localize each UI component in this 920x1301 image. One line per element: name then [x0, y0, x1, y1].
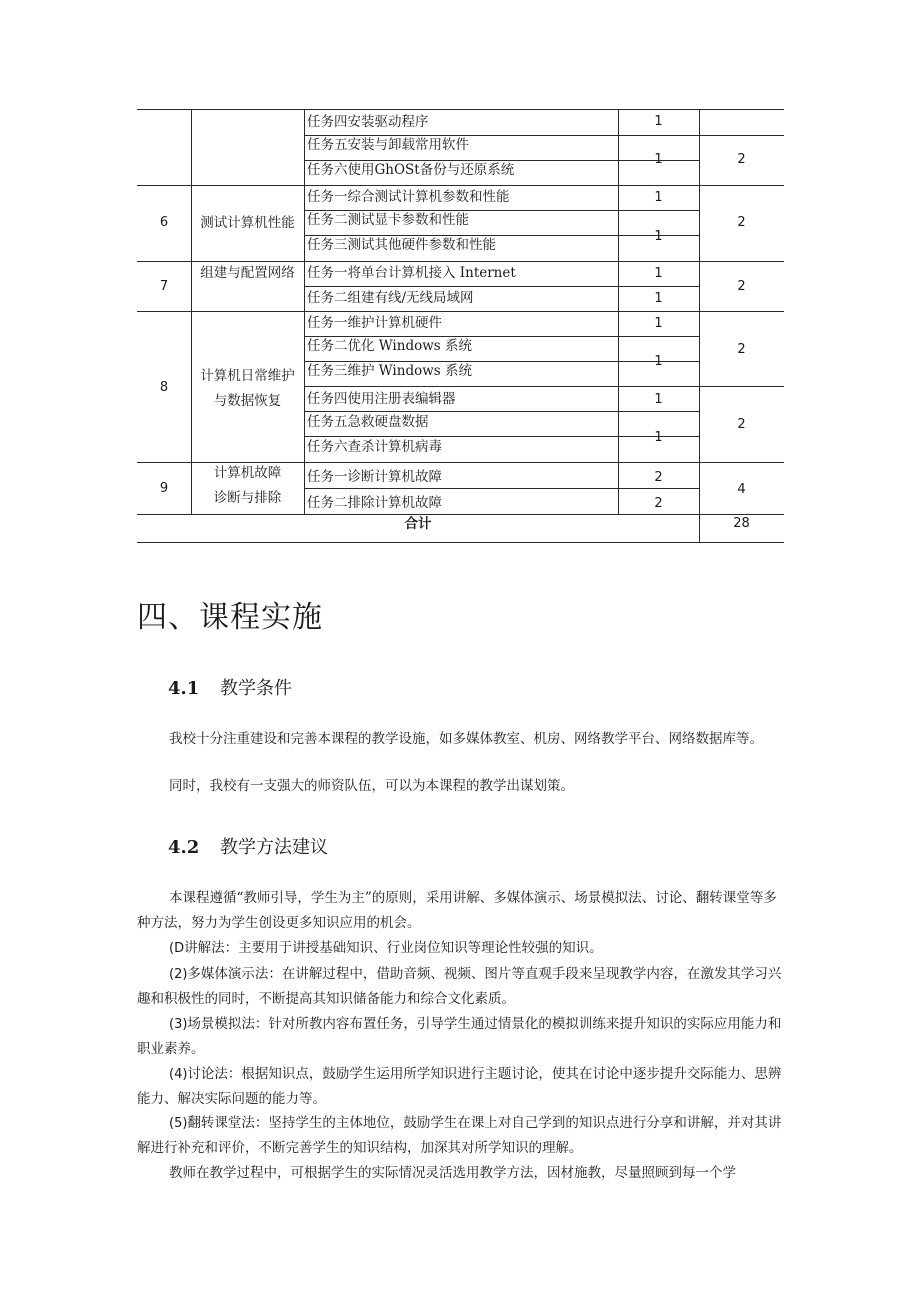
method-number: (5)	[169, 1116, 188, 1131]
paragraph	[137, 1161, 787, 1186]
method-number: (4)	[169, 1067, 188, 1082]
task-cell: 任务二优化 Windows 系统	[307, 338, 472, 354]
method-text: 讨论法：根据知识点，鼓励学生运用所学知识进行主题讨论，使其在讨论中逐步提升交际能力、思辨能力、解决实际问题的能力等。	[137, 1066, 782, 1107]
task-cell: 任务六查杀计算机病毒	[307, 439, 442, 455]
paragraph	[137, 727, 787, 752]
index-cell: 8	[159, 380, 169, 395]
task-cell: 任务一综合测试计算机参数和性能	[307, 189, 510, 205]
paragraph-text: 同时，我校有一支强大的师资队伍，可以为本课程的教学出谋划策。	[169, 778, 574, 794]
task-cell: 任务五安装与卸载常用软件	[307, 137, 469, 153]
method-item	[137, 1062, 787, 1112]
hours-cell: 2	[654, 496, 663, 511]
module-cell: 与数据恢复	[213, 393, 282, 409]
subsection-number: 4.2	[168, 837, 200, 858]
hours-cell: 1	[654, 316, 663, 331]
method-item	[137, 1012, 787, 1062]
index-cell: 9	[159, 481, 169, 496]
task-cell: 任务四使用注册表编辑器	[307, 391, 456, 407]
hours-cell: 1	[654, 190, 663, 205]
subsection-title: 教学方法建议	[220, 837, 328, 858]
hours-cell: 1	[654, 354, 663, 369]
paragraph-text: 教师在教学过程中，可根据学生的实际情况灵活选用教学方法，因材施教，尽量照顾到每一个学	[169, 1165, 736, 1181]
method-number: (3)	[169, 1017, 188, 1032]
hours-cell: 1	[654, 430, 663, 445]
method-item	[137, 936, 787, 961]
paragraph-text: 我校十分注重建设和完善本课程的教学设施，如多媒体教室、机房、网络教学平台、网络数据库等。	[169, 731, 763, 747]
task-cell: 任务四安装驱动程序	[307, 114, 429, 130]
method-text: 多媒体演示法：在讲解过程中，借助音频、视频、图片等直观手段来呈现教学内容，在激发其学习兴趣和积极性的同时，不断提高其知识储备能力和综合文化素质。	[137, 966, 782, 1007]
module-cell: 计算机故障	[213, 465, 282, 481]
subtotal-cell: 2	[737, 279, 746, 294]
subtotal-cell: 2	[737, 152, 746, 167]
hours-cell: 1	[654, 266, 663, 281]
subsection-number: 4.1	[168, 678, 200, 699]
module-cell: 计算机日常维护	[200, 368, 295, 384]
method-text: 翻转课堂法：坚持学生的主体地位，鼓励学生在课上对自己学到的知识点进行分享和讲解，并对其讲解进行补充和评价，不断完善学生的知识结构，加深其对所学知识的理解。	[137, 1115, 782, 1156]
task-cell: 任务二组建有线/无线局域网	[307, 290, 474, 306]
task-cell: 任务三测试其他硬件参数和性能	[307, 237, 496, 253]
method-number: (D	[169, 941, 185, 956]
hours-cell: 1	[654, 291, 663, 306]
paragraph-text: 本课程遵循“教师引导，学生为主”的原则，采用讲解、多媒体演示、场景模拟法、讨论、翻转课堂等多种方法，努力为学生创设更多知识应用的机会。	[137, 890, 777, 931]
subsection-heading-4-2	[168, 833, 328, 859]
task-cell: 任务一诊断计算机故障	[307, 469, 442, 485]
method-number: (2)	[169, 967, 188, 982]
task-cell: 任务二排除计算机故障	[307, 495, 442, 511]
course-hours-table	[137, 0, 784, 560]
hours-cell: 1	[654, 152, 663, 167]
index-cell: 6	[159, 215, 169, 230]
task-cell: 任务六使用GhOSt备份与还原系统	[307, 162, 515, 178]
index-cell: 7	[159, 279, 169, 294]
method-item	[137, 1111, 787, 1161]
subtotal-cell: 2	[737, 417, 746, 432]
task-cell: 任务二测试显卡参数和性能	[307, 212, 469, 228]
total-label: 合计	[404, 516, 432, 532]
task-cell: 任务一维护计算机硬件	[307, 315, 442, 331]
module-cell: 测试计算机性能	[200, 215, 295, 231]
method-text: 场景模拟法：针对所教内容布置任务，引导学生通过情景化的模拟训练来提升知识的实际应用能力和职业素养。	[137, 1016, 782, 1057]
module-cell: 诊断与排除	[213, 490, 282, 506]
paragraph	[137, 886, 787, 936]
module-cell: 组建与配置网络	[200, 265, 295, 281]
task-cell: 任务三维护 Windows 系统	[307, 363, 472, 379]
subsection-title: 教学条件	[220, 678, 292, 699]
hours-cell: 2	[654, 470, 663, 485]
total-value: 28	[733, 516, 750, 531]
section-title: 四、课程实施	[137, 600, 323, 635]
subtotal-cell: 4	[737, 482, 746, 497]
hours-cell: 1	[654, 229, 663, 244]
paragraph	[137, 774, 787, 799]
subtotal-cell: 2	[737, 342, 746, 357]
subtotal-cell: 2	[737, 215, 746, 230]
method-text: 讲解法：主要用于讲授基础知识、行业岗位知识等理论性较强的知识。	[184, 940, 603, 956]
method-item	[137, 962, 787, 1012]
task-cell: 任务一将单台计算机接入 Internet	[307, 265, 516, 281]
task-cell: 任务五急救硬盘数据	[307, 414, 429, 430]
subsection-heading-4-1	[168, 674, 292, 700]
hours-cell: 1	[654, 392, 663, 407]
hours-cell: 1	[654, 114, 663, 129]
